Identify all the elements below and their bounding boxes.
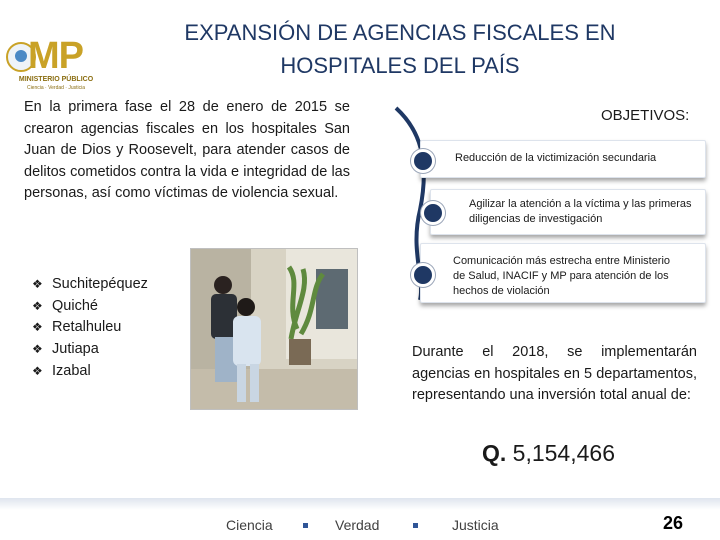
department-item: ❖ Quiché	[32, 296, 148, 318]
logo-mark: MP	[28, 35, 83, 77]
footer-word-verdad: Verdad	[335, 517, 380, 533]
footer-word-ciencia: Ciencia	[226, 517, 273, 533]
department-item: ❖ Suchitepéquez	[32, 274, 148, 296]
title-line-1: EXPANSIÓN DE AGENCIAS FISCALES EN	[184, 20, 616, 45]
logo-tagline: Ciencia · Verdad · Justicia	[26, 85, 86, 91]
footer-word-justicia: Justicia	[452, 517, 499, 533]
objective-text: Agilizar la atención a la víctima y las primeras diligencias de investigación	[469, 198, 692, 225]
bullet-dot-icon	[411, 263, 435, 287]
objective-text: Comunicación más estrecha entre Ministerio de Salud, INACIF y MP para atención de los hechos de violación	[453, 255, 671, 297]
department-item: ❖ Retalhuleu	[32, 317, 148, 339]
logo-subtitle: MINISTERIO PÚBLICO	[18, 76, 94, 83]
bullet-dot-icon	[421, 201, 445, 225]
objectives-heading: OBJETIVOS:	[601, 107, 690, 124]
hospital-scene-image	[191, 249, 357, 409]
page-number: 26	[663, 513, 684, 533]
department-list	[32, 274, 148, 383]
intro-paragraph: En la primera fase el 28 de enero de 2015 se crearon agencias fiscales en los hospitales San Juan de Dios y Roosevelt, para atender casos de delitos cometidos contra la vida e integridad de las personas, así como víctimas de violencia sexual.	[24, 99, 350, 201]
plan-2018-paragraph: Durante el 2018, se implementarán agencias en hospitales en 5 departamentos, representando una inversión total anual de:	[412, 344, 697, 403]
objective-card	[430, 189, 706, 235]
department-item: ❖ Izabal	[32, 361, 148, 383]
slide-title	[140, 16, 660, 82]
objective-card	[420, 243, 706, 303]
title-line-2: HOSPITALES DEL PAÍS	[280, 53, 520, 78]
amount-value: 5,154,466	[512, 440, 615, 466]
department-item: ❖ Jutiapa	[32, 339, 148, 361]
hospital-photo	[190, 248, 358, 410]
footer-separator	[303, 523, 308, 528]
mp-logo	[4, 36, 108, 94]
footer-separator	[413, 523, 418, 528]
objective-card	[420, 140, 706, 178]
footer	[0, 510, 720, 540]
bullet-dot-icon	[411, 149, 435, 173]
objective-text: Reducción de la victimización secundaria	[455, 152, 657, 164]
footer-band	[0, 498, 720, 510]
investment-amount	[482, 440, 615, 467]
currency-prefix: Q.	[482, 440, 507, 466]
